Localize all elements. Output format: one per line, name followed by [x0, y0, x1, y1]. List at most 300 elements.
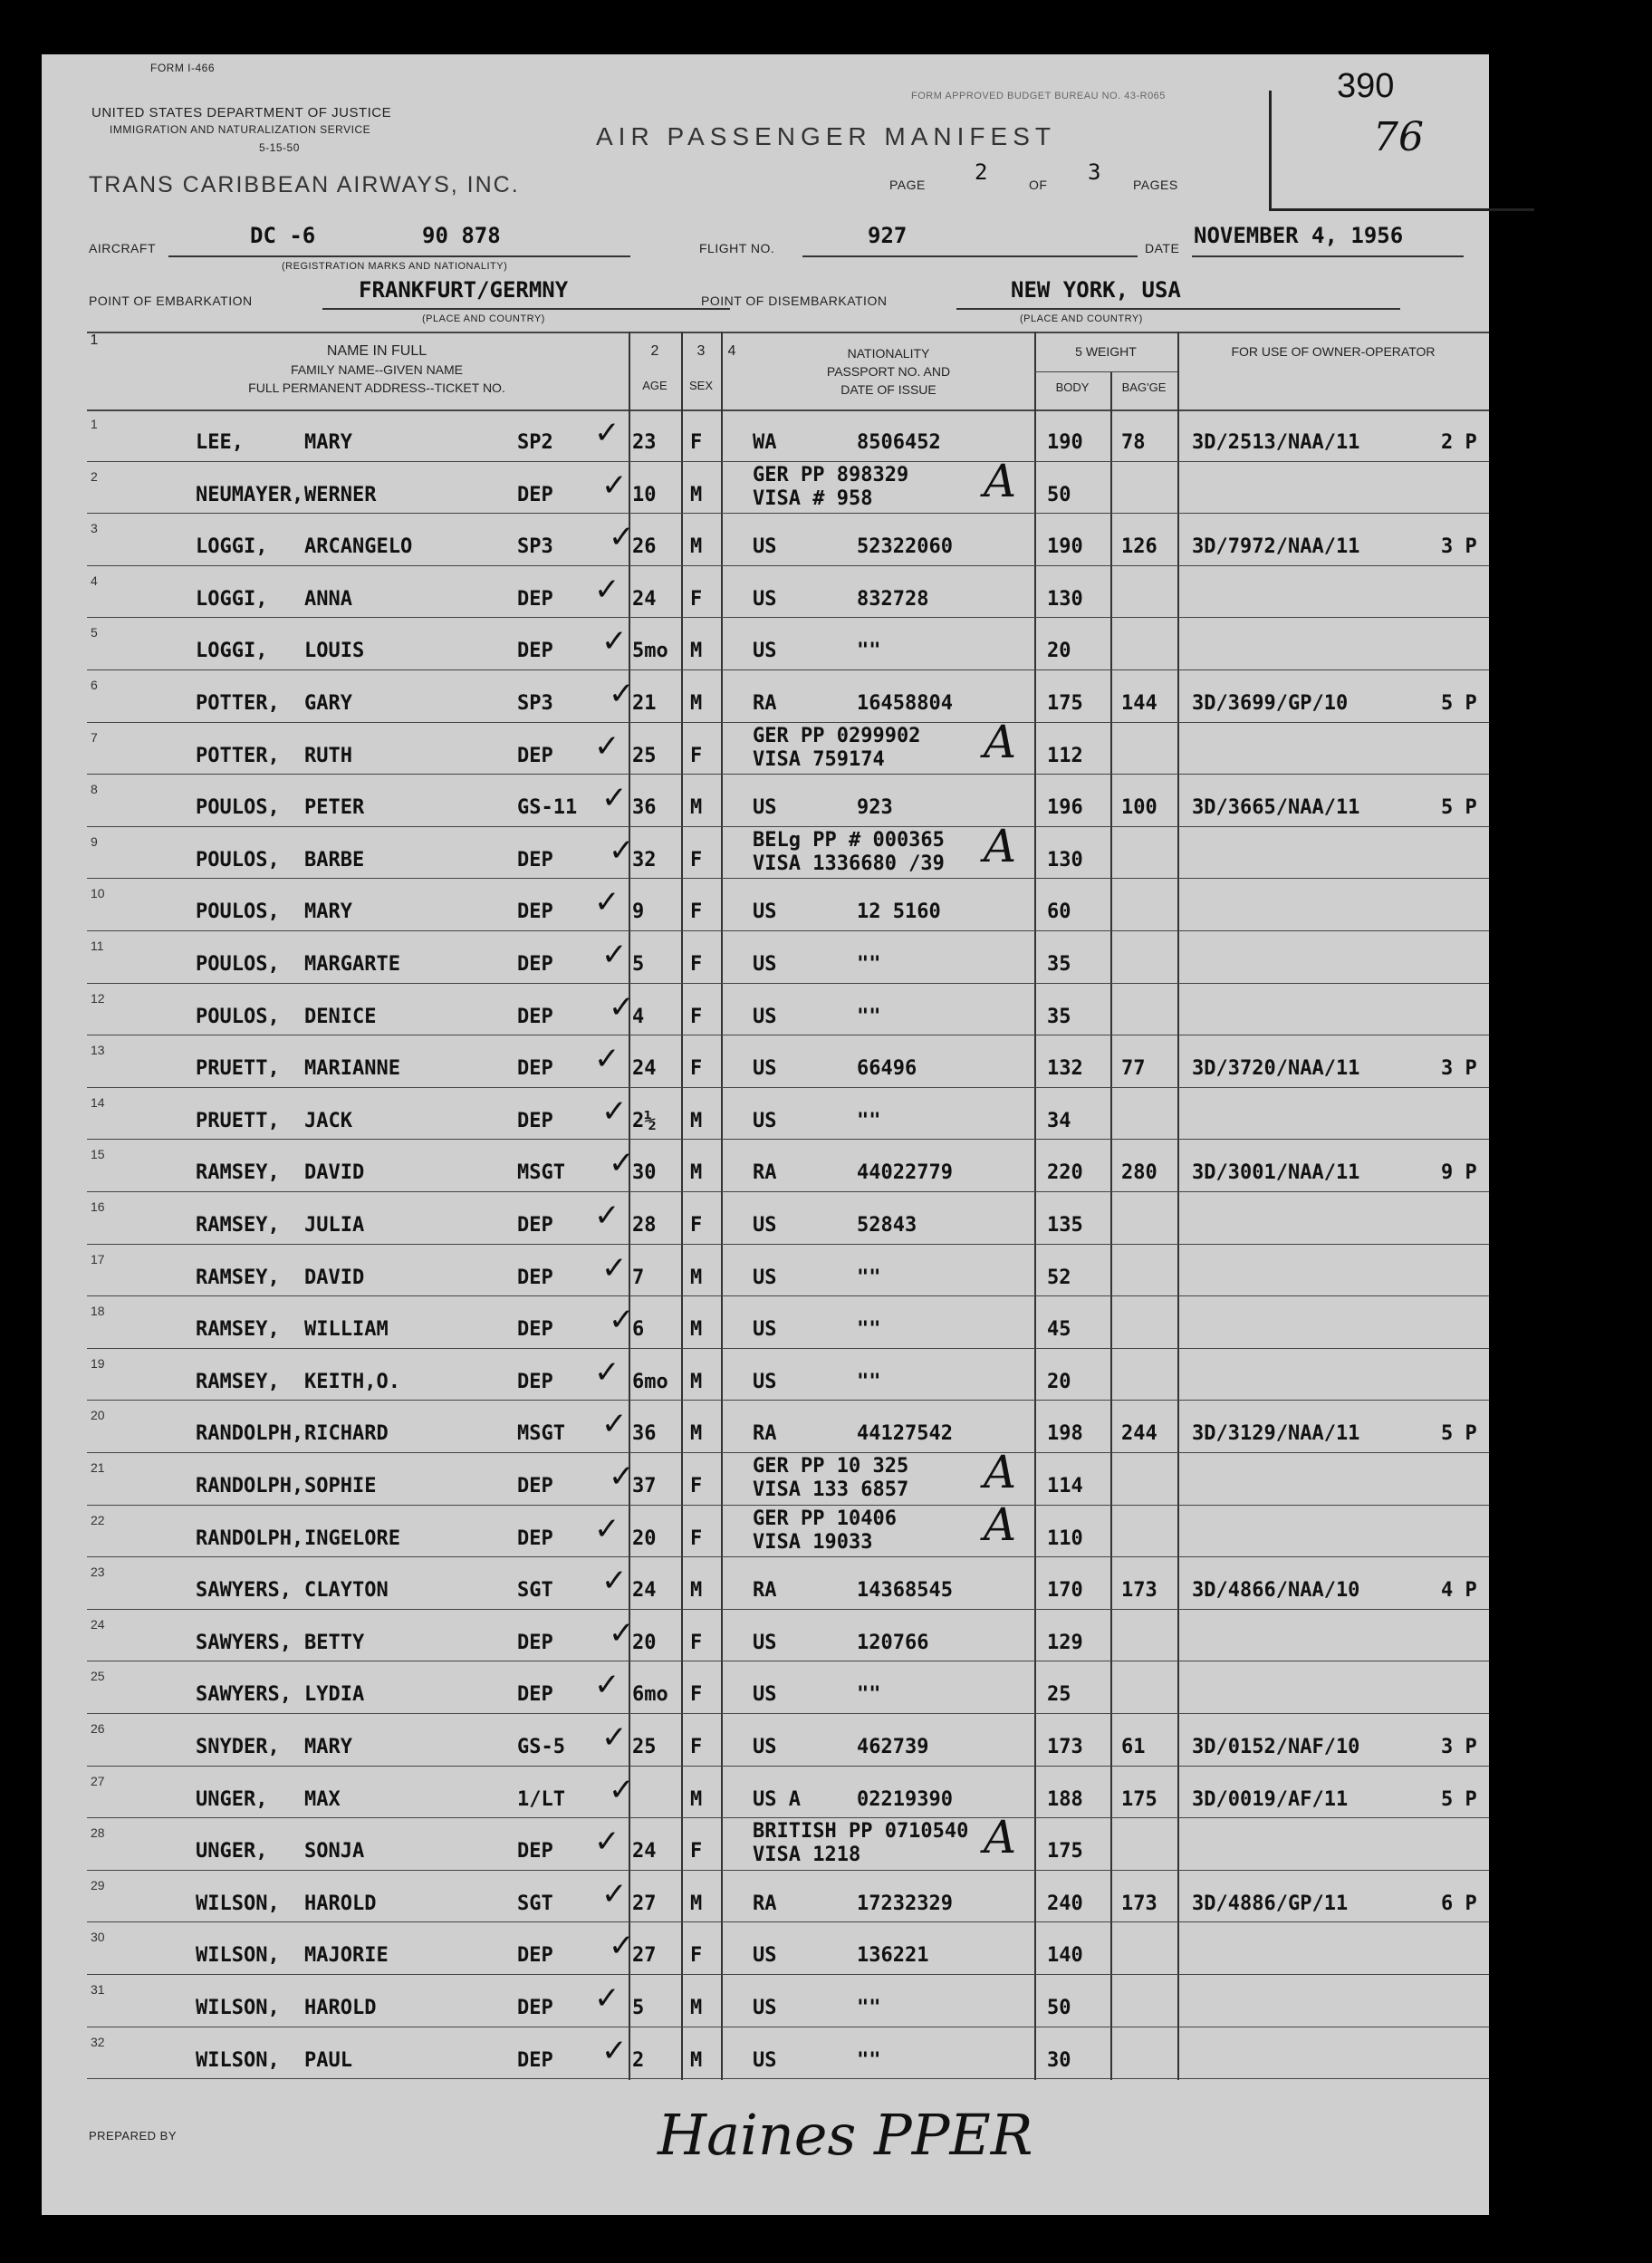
rank: DEP — [517, 744, 553, 767]
check-mark-icon: ✓ — [594, 415, 620, 451]
nationality: US — [753, 1997, 777, 2019]
given-name: DENICE — [304, 1005, 377, 1028]
rank: DEP — [517, 900, 553, 924]
check-mark-icon: ✓ — [609, 1145, 635, 1182]
body-weight: 132 — [1047, 1057, 1083, 1081]
given-name: SONJA — [304, 1840, 365, 1863]
col4-number: 4 — [727, 343, 736, 359]
family-name: POULOS, — [196, 848, 280, 871]
rank: SP2 — [517, 431, 553, 454]
passport-number: 832728 — [857, 587, 929, 611]
family-name: WILSON, — [196, 1944, 280, 1968]
check-mark-icon: ✓ — [601, 1249, 628, 1286]
body-weight: 60 — [1047, 900, 1071, 924]
body-weight: 112 — [1047, 744, 1083, 767]
nationality: US A — [753, 1787, 801, 1811]
family-name: RANDOLPH, — [196, 1422, 304, 1446]
given-name: JULIA — [304, 1214, 365, 1237]
passport-number: "" — [857, 1266, 881, 1289]
check-mark-icon: ✓ — [594, 727, 620, 765]
flight-date: NOVEMBER 4, 1956 — [1194, 223, 1404, 248]
col-age-header — [629, 342, 681, 395]
age: 24 — [632, 1579, 657, 1603]
body-weight: 188 — [1047, 1787, 1083, 1811]
age: 6mo — [632, 1370, 668, 1393]
given-name: PETER — [304, 796, 365, 820]
row-number: 13 — [91, 1043, 105, 1058]
sex: F — [690, 1475, 703, 1497]
piece-count: 9 P — [1441, 1161, 1477, 1185]
sex: F — [690, 744, 703, 767]
body-weight: 220 — [1047, 1161, 1083, 1185]
owner-operator-code: 3D/2513/NAA/11 — [1192, 431, 1360, 454]
visa: VISA 759174 — [753, 747, 885, 771]
body-weight: 50 — [1047, 1997, 1071, 2019]
nationality: US — [753, 900, 777, 924]
nationality-passport: BELg PP # 000365 — [753, 828, 945, 852]
passport-number: "" — [857, 953, 881, 976]
form-date: 5-15-50 — [259, 141, 300, 154]
passport-number: 12 5160 — [857, 900, 941, 924]
check-mark-icon: ✓ — [601, 937, 628, 973]
sex: F — [690, 1214, 703, 1237]
owner-operator-code: 3D/3129/NAA/11 — [1192, 1422, 1360, 1446]
stamp-handwriting: 76 — [1373, 114, 1424, 160]
sex: F — [690, 848, 703, 871]
passport-number: 923 — [857, 796, 893, 820]
table-row — [42, 409, 1489, 462]
given-name: WILLIAM — [304, 1318, 389, 1342]
baggage-weight: 78 — [1121, 431, 1146, 454]
rank: SGT — [517, 1579, 553, 1603]
family-name: RAMSEY, — [196, 1161, 280, 1185]
rank: DEP — [517, 1370, 553, 1393]
sex: M — [690, 1266, 703, 1289]
sex: F — [690, 1683, 703, 1707]
nationality-passport: GER PP 10 325 — [753, 1455, 909, 1478]
nationality: US — [753, 1057, 777, 1081]
check-mark-icon: ✓ — [601, 623, 628, 660]
body-weight: 140 — [1047, 1944, 1083, 1968]
check-mark-icon: ✓ — [609, 832, 635, 869]
rank: DEP — [517, 2048, 553, 2072]
age: 9 — [632, 900, 645, 924]
nationality: US — [753, 1266, 777, 1289]
table-row — [42, 1192, 1489, 1245]
nationality: US — [753, 1736, 777, 1758]
body-weight: 240 — [1047, 1892, 1083, 1915]
nationality: US — [753, 1944, 777, 1968]
service-line: IMMIGRATION AND NATURALIZATION SERVICE — [110, 123, 371, 136]
nationality: WA — [753, 431, 777, 454]
col-age-label: AGE — [642, 379, 668, 392]
body-weight: 35 — [1047, 1005, 1071, 1028]
family-name: POTTER, — [196, 692, 280, 715]
handwritten-a-mark: A — [984, 1811, 1017, 1864]
family-name: RAMSEY, — [196, 1214, 280, 1237]
check-mark-icon: ✓ — [601, 1406, 628, 1443]
passport-number: 462739 — [857, 1736, 929, 1758]
nationality: US — [753, 1005, 777, 1028]
age: 2 — [632, 2048, 645, 2072]
age: 5 — [632, 953, 645, 976]
check-mark-icon: ✓ — [601, 780, 628, 817]
flight-label: FLIGHT NO. — [699, 241, 775, 255]
department-line: UNITED STATES DEPARTMENT OF JUSTICE — [91, 105, 392, 120]
piece-count: 4 P — [1441, 1579, 1477, 1603]
age: 5mo — [632, 640, 668, 663]
sex: M — [690, 535, 703, 559]
family-name: UNGER, — [196, 1787, 268, 1811]
family-name: WILSON, — [196, 1892, 280, 1915]
embarkation-caption: (PLACE AND COUNTRY) — [422, 313, 545, 324]
passport-number: "" — [857, 1109, 881, 1132]
sex: F — [690, 1944, 703, 1968]
row-number: 24 — [91, 1616, 105, 1632]
row-number: 18 — [91, 1304, 105, 1319]
check-mark-icon: ✓ — [601, 1719, 628, 1756]
body-weight: 135 — [1047, 1214, 1083, 1237]
family-name: LEE, — [196, 431, 244, 454]
passport-number: 44022779 — [857, 1161, 953, 1185]
sex: F — [690, 1840, 703, 1863]
given-name: MAX — [304, 1787, 341, 1811]
row-number: 11 — [91, 939, 104, 953]
col-nat-line2: PASSPORT NO. AND — [826, 364, 951, 379]
age: 37 — [632, 1475, 657, 1497]
family-name: RAMSEY, — [196, 1370, 280, 1393]
given-name: MARY — [304, 1736, 352, 1758]
of-label: OF — [1029, 178, 1048, 192]
sex: M — [690, 1370, 703, 1393]
age: 23 — [632, 431, 657, 454]
nationality: US — [753, 587, 777, 611]
passport-number: 136221 — [857, 1944, 929, 1968]
age: 25 — [632, 1736, 657, 1758]
family-name: WILSON, — [196, 1997, 280, 2019]
disembarkation-place: NEW YORK, USA — [1011, 277, 1181, 303]
sex: M — [690, 1997, 703, 2019]
passport-number: 120766 — [857, 1631, 929, 1654]
table-row — [42, 618, 1489, 670]
row-number: 22 — [91, 1512, 105, 1527]
passport-number: 14368545 — [857, 1579, 953, 1603]
sex: M — [690, 1892, 703, 1915]
family-name: SAWYERS, — [196, 1579, 292, 1603]
sex: F — [690, 953, 703, 976]
rank: DEP — [517, 1683, 553, 1707]
body-weight: 175 — [1047, 1840, 1083, 1863]
check-mark-icon: ✓ — [609, 519, 635, 556]
family-name: POULOS, — [196, 953, 280, 976]
col-weight-label: WEIGHT — [1085, 344, 1137, 359]
row-number: 6 — [91, 678, 98, 692]
table-row — [42, 1871, 1489, 1923]
sex: F — [690, 1057, 703, 1081]
nationality: US — [753, 796, 777, 820]
body-weight: 130 — [1047, 848, 1083, 871]
nationality: US — [753, 1109, 777, 1132]
piece-count: 5 P — [1441, 1422, 1477, 1446]
row-number: 15 — [91, 1147, 105, 1162]
check-mark-icon: ✓ — [609, 988, 635, 1026]
nationality: RA — [753, 1161, 777, 1185]
row-number: 5 — [91, 625, 98, 640]
owner-operator-code: 3D/7972/NAA/11 — [1192, 535, 1360, 559]
row-number: 2 — [91, 468, 98, 484]
given-name: DAVID — [304, 1161, 365, 1185]
nationality-passport: BRITISH PP 0710540 — [753, 1820, 969, 1844]
row-number: 28 — [91, 1825, 105, 1841]
rank: DEP — [517, 1840, 553, 1863]
row-number: 25 — [91, 1669, 105, 1684]
nationality: US — [753, 640, 777, 663]
baggage-weight: 244 — [1121, 1422, 1157, 1446]
passport-number: "" — [857, 1997, 881, 2019]
check-mark-icon: ✓ — [594, 1041, 620, 1078]
check-mark-icon: ✓ — [609, 1459, 635, 1495]
given-name: CLAYTON — [304, 1579, 389, 1603]
family-name: UNGER, — [196, 1840, 268, 1863]
row-number: 10 — [91, 886, 105, 901]
nationality-passport: GER PP 10406 — [753, 1507, 897, 1530]
owner-operator-code: 3D/3720/NAA/11 — [1192, 1057, 1360, 1081]
body-weight: 35 — [1047, 953, 1071, 976]
age: 5 — [632, 1997, 645, 2019]
sex: F — [690, 587, 703, 611]
passport-number: 17232329 — [857, 1892, 953, 1915]
family-name: SAWYERS, — [196, 1631, 292, 1654]
airline-name: TRANS CARIBBEAN AIRWAYS, INC. — [89, 172, 520, 197]
passport-number: "" — [857, 2048, 881, 2072]
check-mark-icon: ✓ — [609, 1928, 635, 1965]
family-name: PRUETT, — [196, 1057, 280, 1081]
handwritten-a-mark: A — [984, 454, 1017, 507]
page-number: 2 — [975, 159, 988, 185]
row-number: 30 — [91, 1930, 105, 1945]
age: 27 — [632, 1892, 657, 1915]
family-name: RANDOLPH, — [196, 1475, 304, 1497]
rank: MSGT — [517, 1161, 565, 1185]
given-name: KEITH,O. — [304, 1370, 400, 1393]
col-weight-number: 5 — [1075, 344, 1082, 359]
given-name: RICHARD — [304, 1422, 389, 1446]
row-number: 26 — [91, 1721, 105, 1736]
check-mark-icon: ✓ — [609, 1302, 635, 1339]
body-weight: 175 — [1047, 692, 1083, 715]
date-label: DATE — [1145, 241, 1180, 255]
body-weight: 198 — [1047, 1422, 1083, 1446]
family-name: PRUETT, — [196, 1109, 280, 1132]
row-number: 19 — [91, 1355, 105, 1371]
family-name: LOGGI, — [196, 587, 268, 611]
given-name: GARY — [304, 692, 352, 715]
nationality: US — [753, 1370, 777, 1393]
row-number: 27 — [91, 1773, 105, 1788]
col-nationality-header — [757, 344, 1020, 399]
rank: DEP — [517, 1526, 553, 1550]
table-row — [42, 1661, 1489, 1714]
rank: SP3 — [517, 535, 553, 559]
table-row — [42, 1497, 1489, 1558]
check-mark-icon: ✓ — [609, 1771, 635, 1808]
table-row — [42, 1557, 1489, 1610]
pages-label: PAGES — [1133, 178, 1178, 192]
nationality: RA — [753, 1892, 777, 1915]
passport-number: 8506452 — [857, 431, 941, 454]
owner-operator-code: 3D/0019/AF/11 — [1192, 1787, 1349, 1811]
given-name: MARGARTE — [304, 953, 400, 976]
check-mark-icon: ✓ — [601, 1875, 628, 1912]
passport-number: "" — [857, 1005, 881, 1028]
nationality-passport: GER PP 0299902 — [753, 724, 921, 747]
table-row — [42, 1140, 1489, 1192]
given-name: HAROLD — [304, 1997, 377, 2019]
rank: DEP — [517, 848, 553, 871]
age: 28 — [632, 1214, 657, 1237]
nationality: US — [753, 1318, 777, 1342]
handwritten-a-mark: A — [984, 819, 1017, 872]
sex: F — [690, 431, 703, 454]
age: 25 — [632, 744, 657, 767]
embarkation-label: POINT OF EMBARKATION — [89, 294, 253, 308]
col-baggage-header: BAG'GE — [1121, 380, 1167, 394]
check-mark-icon: ✓ — [594, 1353, 620, 1391]
row-number: 4 — [91, 573, 98, 588]
check-mark-icon: ✓ — [594, 1198, 620, 1234]
body-weight: 50 — [1047, 483, 1071, 506]
table-row — [42, 2027, 1489, 2080]
body-weight: 52 — [1047, 1266, 1071, 1289]
baggage-weight: 173 — [1121, 1892, 1157, 1915]
check-mark-icon: ✓ — [601, 1093, 628, 1130]
age: 36 — [632, 1422, 657, 1446]
family-name: LOGGI, — [196, 640, 268, 663]
age: 36 — [632, 796, 657, 820]
piece-count: 5 P — [1441, 796, 1477, 820]
col-nat-line1: NATIONALITY — [847, 346, 930, 361]
age: 6 — [632, 1318, 645, 1342]
prepared-by-label: PREPARED BY — [89, 2129, 178, 2143]
baggage-weight: 100 — [1121, 796, 1157, 820]
nationality: RA — [753, 1422, 777, 1446]
piece-count: 2 P — [1441, 431, 1477, 454]
rank: MSGT — [517, 1422, 565, 1446]
handwritten-a-mark: A — [984, 715, 1017, 768]
sex: F — [690, 1005, 703, 1028]
check-mark-icon: ✓ — [594, 1980, 620, 2017]
given-name: MAJORIE — [304, 1944, 389, 1968]
given-name: INGELORE — [304, 1526, 400, 1550]
rank: DEP — [517, 1005, 553, 1028]
row-number: 8 — [91, 782, 98, 797]
table-row — [42, 715, 1489, 775]
row-number: 14 — [91, 1094, 105, 1110]
check-mark-icon: ✓ — [601, 2032, 628, 2069]
table-row — [42, 1245, 1489, 1297]
body-weight: 173 — [1047, 1736, 1083, 1758]
check-mark-icon: ✓ — [609, 676, 635, 712]
check-mark-icon: ✓ — [594, 571, 620, 608]
given-name: MARIANNE — [304, 1057, 400, 1081]
table-row — [42, 1349, 1489, 1401]
piece-count: 3 P — [1441, 1057, 1477, 1081]
given-name: MARY — [304, 431, 352, 454]
baggage-weight: 77 — [1121, 1057, 1146, 1081]
passport-number: "" — [857, 1683, 881, 1707]
rank: 1/LT — [517, 1787, 565, 1811]
body-weight: 129 — [1047, 1631, 1083, 1654]
baggage-weight: 280 — [1121, 1161, 1157, 1185]
rank: DEP — [517, 1631, 553, 1654]
sex: F — [690, 1736, 703, 1758]
given-name: ARCANGELO — [304, 535, 413, 559]
passport-number: 16458804 — [857, 692, 953, 715]
body-weight: 45 — [1047, 1318, 1071, 1342]
rank: GS-11 — [517, 796, 578, 820]
sex: F — [690, 1631, 703, 1654]
passport-number: 66496 — [857, 1057, 917, 1081]
aircraft-type: DC -6 — [250, 223, 316, 248]
table-row — [42, 931, 1489, 984]
col-owner-header: FOR USE OF OWNER-OPERATOR — [1231, 344, 1436, 359]
given-name: DAVID — [304, 1266, 365, 1289]
given-name: MARY — [304, 900, 352, 924]
visa: VISA 19033 — [753, 1530, 873, 1554]
signature: Haines PPER — [658, 2102, 1033, 2168]
owner-operator-code: 3D/3001/NAA/11 — [1192, 1161, 1360, 1185]
age: 20 — [632, 1526, 657, 1550]
table-row — [42, 1296, 1489, 1349]
age: 20 — [632, 1631, 657, 1654]
check-mark-icon: ✓ — [601, 1563, 628, 1600]
table-row — [42, 1767, 1489, 1819]
baggage-weight: 61 — [1121, 1736, 1146, 1758]
table-row — [42, 1975, 1489, 2027]
sex: M — [690, 1318, 703, 1342]
table-row — [42, 454, 1489, 515]
sex: F — [690, 900, 703, 924]
age: 27 — [632, 1944, 657, 1968]
disembarkation-label: POINT OF DISEMBARKATION — [701, 294, 888, 308]
family-name: NEUMAYER, — [196, 483, 304, 506]
rank: DEP — [517, 1997, 553, 2019]
check-mark-icon: ✓ — [601, 467, 628, 504]
row-number: 20 — [91, 1408, 105, 1423]
given-name: WERNER — [304, 483, 377, 506]
rank: SP3 — [517, 692, 553, 715]
body-weight: 110 — [1047, 1526, 1083, 1550]
col-body-header: BODY — [1055, 380, 1090, 394]
table-row — [42, 775, 1489, 827]
row-number: 9 — [91, 833, 98, 849]
given-name: RUTH — [304, 744, 352, 767]
table-row — [42, 670, 1489, 723]
aircraft-label: AIRCRAFT — [89, 241, 156, 255]
nationality: US — [753, 535, 777, 559]
row-number: 29 — [91, 1877, 105, 1892]
check-mark-icon: ✓ — [594, 1824, 620, 1861]
approval-note: FORM APPROVED BUDGET BUREAU NO. 43-R065 — [911, 91, 1166, 101]
given-name: ANNA — [304, 587, 352, 611]
visa: VISA 1218 — [753, 1844, 861, 1867]
age: 21 — [632, 692, 657, 715]
col-name-header — [141, 342, 612, 397]
rank: DEP — [517, 640, 553, 663]
col-age-number: 2 — [650, 343, 659, 359]
family-name: POULOS, — [196, 796, 280, 820]
nationality: US — [753, 1631, 777, 1654]
